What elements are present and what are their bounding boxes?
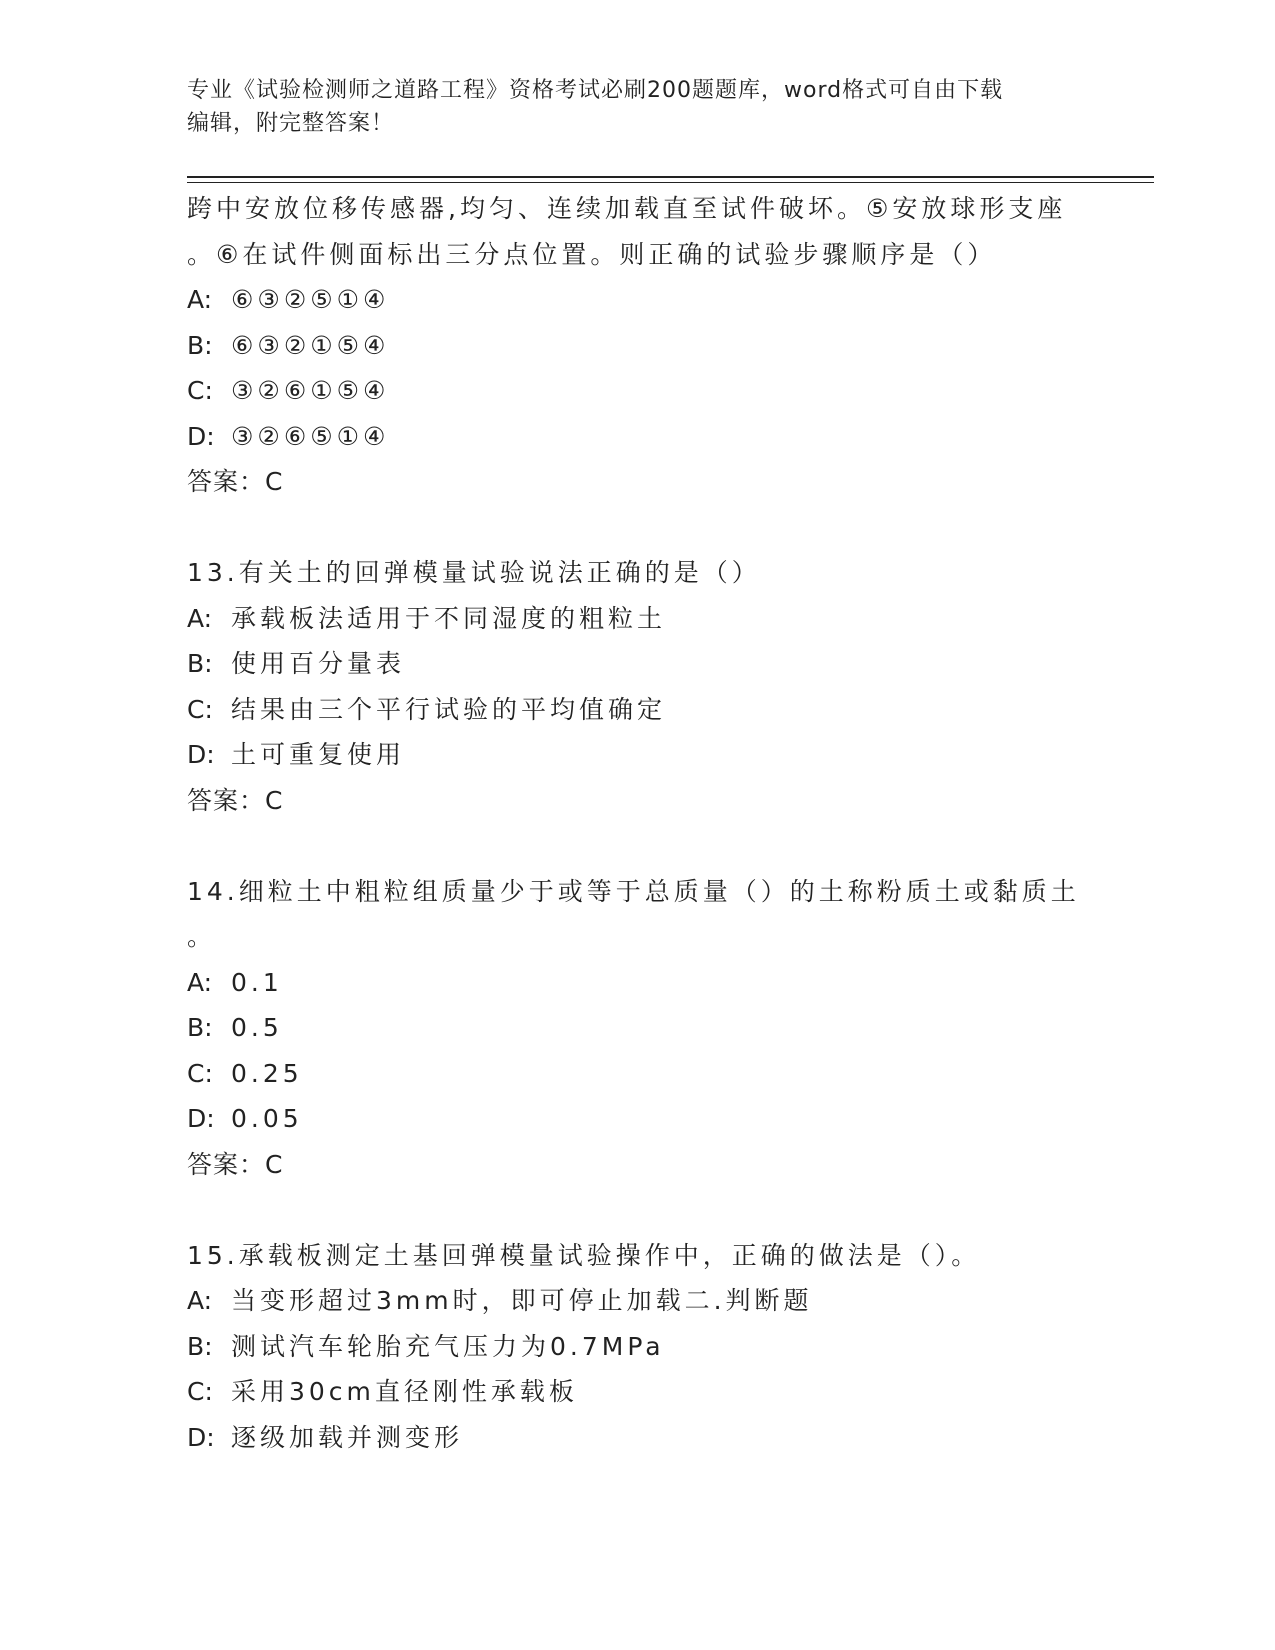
option-text: 逐级加载并测变形 <box>231 1422 464 1452</box>
option-d <box>187 732 1087 778</box>
option-b <box>187 1005 1087 1051</box>
option-d <box>187 1415 1087 1461</box>
option-b <box>187 323 1087 369</box>
option-letter: C: <box>187 376 213 405</box>
option-text: 使用百分量表 <box>231 649 406 678</box>
spacer <box>187 1187 1087 1233</box>
option-text: ③②⑥①⑤④ <box>231 376 390 405</box>
question-list <box>187 186 1087 1460</box>
option-text: 承载板法适用于不同湿度的粗粒土 <box>231 603 667 633</box>
option-letter: C: <box>187 1377 213 1406</box>
question-14 <box>187 869 1087 1188</box>
option-b <box>187 641 1087 687</box>
option-text: 测试汽车轮胎充气压力为0.7MPa <box>231 1331 665 1361</box>
question-stem: 14.细粒土中粗粒组质量少于或等于总质量（）的土称粉质土或黏质土 <box>187 876 1080 906</box>
option-c <box>187 1369 1087 1415</box>
option-a <box>187 596 1087 642</box>
option-text: 0.1 <box>231 967 283 997</box>
header-title-line2: 编辑，附完整答案！ <box>187 111 395 136</box>
option-c <box>187 1051 1087 1097</box>
option-d <box>187 414 1087 460</box>
option-letter: B: <box>187 1331 213 1361</box>
spacer <box>187 505 1087 551</box>
question-12 <box>187 186 1087 505</box>
option-a <box>187 277 1087 323</box>
option-b <box>187 1324 1087 1370</box>
option-text: ⑥③②①⑤④ <box>231 330 390 360</box>
question-stem: 跨中安放位移传感器,均匀、连续加载直至试件破坏。⑤安放球形支座 <box>187 194 1067 223</box>
option-a <box>187 1278 1087 1324</box>
question-13 <box>187 550 1087 823</box>
option-text: 采用30cm直径刚性承载板 <box>231 1377 578 1406</box>
answer-line: 答案：C <box>187 467 284 496</box>
question-stem: 。 <box>187 922 217 951</box>
option-text: 结果由三个平行试验的平均值确定 <box>231 694 667 724</box>
option-text: ⑥③②⑤①④ <box>231 285 390 314</box>
option-letter: A: <box>187 1286 213 1315</box>
option-letter: A: <box>187 285 213 314</box>
option-letter: D: <box>187 421 215 451</box>
option-letter: C: <box>187 1058 213 1088</box>
option-d <box>187 1096 1087 1142</box>
option-letter: B: <box>187 1013 213 1042</box>
question-stem: 13.有关土的回弹模量试验说法正确的是（） <box>187 558 761 587</box>
option-letter: D: <box>187 1104 215 1133</box>
answer-line: 答案：C <box>187 785 284 815</box>
option-a <box>187 960 1087 1006</box>
header-title-line1: 专业《试验检测师之道路工程》资格考试必刷200题题库，word格式可自由下载 <box>187 78 1004 103</box>
option-text: 土可重复使用 <box>231 740 406 769</box>
option-letter: A: <box>187 967 213 997</box>
option-text: 当变形超过3mm时，即可停止加载二.判断题 <box>231 1286 813 1315</box>
question-15 <box>187 1233 1087 1461</box>
question-stem: 。⑥在试件侧面标出三分点位置。则正确的试验步骤顺序是（） <box>187 239 997 269</box>
document-header <box>187 74 1067 140</box>
option-text: 0.5 <box>231 1013 283 1042</box>
header-divider-thick <box>187 176 1154 178</box>
option-c <box>187 687 1087 733</box>
option-letter: D: <box>187 1422 215 1452</box>
option-letter: A: <box>187 603 213 633</box>
option-text: ③②⑥⑤①④ <box>231 421 390 451</box>
option-letter: D: <box>187 740 215 769</box>
option-c <box>187 368 1087 414</box>
spacer <box>187 823 1087 869</box>
option-text: 0.05 <box>231 1104 303 1133</box>
question-stem: 15.承载板测定土基回弹模量试验操作中，正确的做法是（）。 <box>187 1240 981 1270</box>
answer-line: 答案：C <box>187 1149 284 1179</box>
header-divider-thin <box>187 182 1154 183</box>
option-letter: B: <box>187 649 213 678</box>
option-letter: C: <box>187 694 213 724</box>
option-text: 0.25 <box>231 1058 303 1088</box>
option-letter: B: <box>187 330 213 360</box>
